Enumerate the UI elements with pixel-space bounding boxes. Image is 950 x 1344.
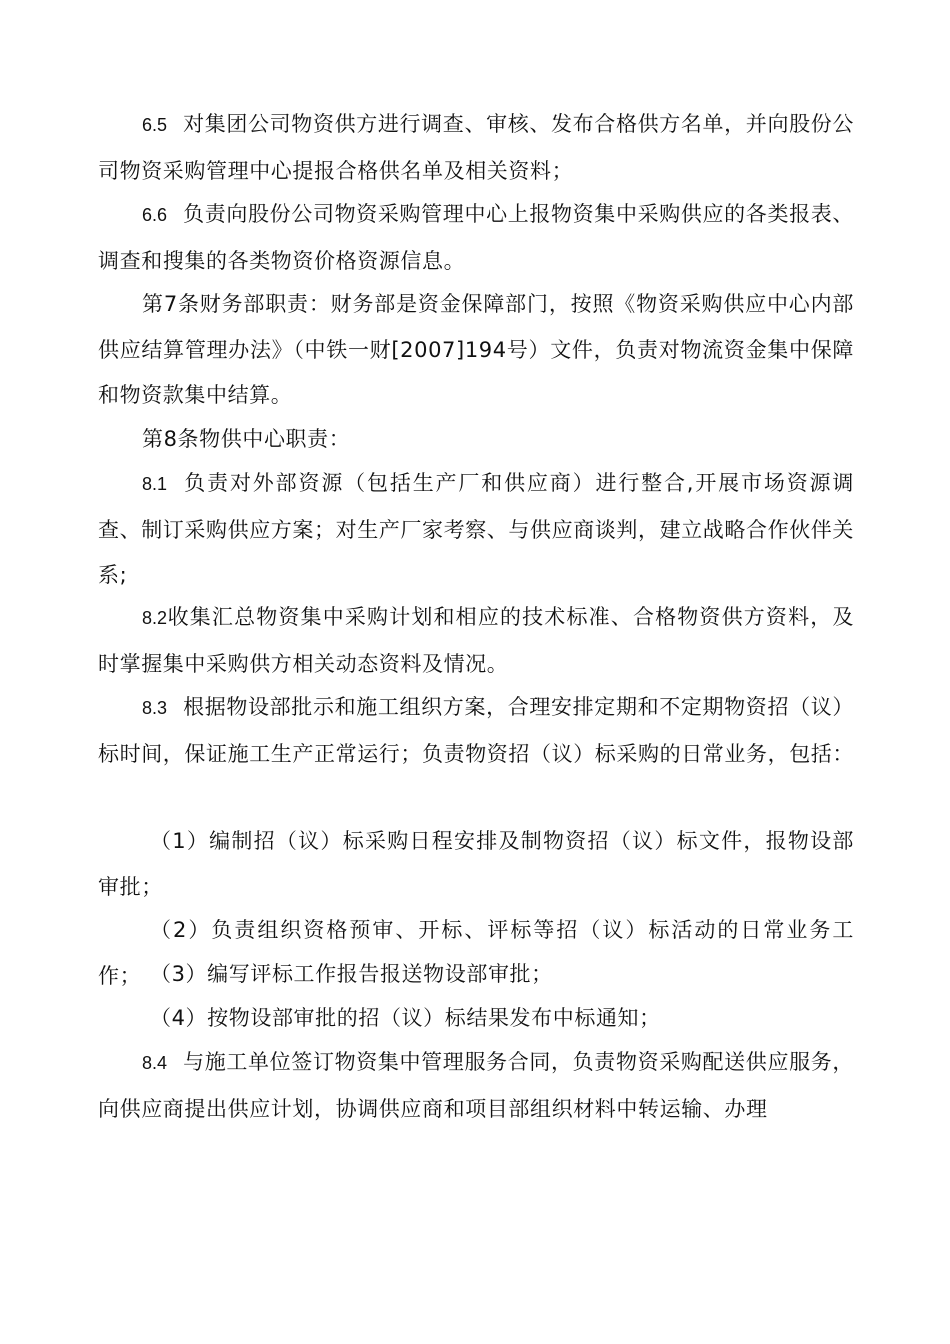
paragraph-text: 对集团公司物资供方进行调查、审核、发布合格供方名单，并向股份公司物资采购管理中心提报合格供名单及相关资料； bbox=[98, 112, 854, 183]
paragraph-text: 第8条物供中心职责： bbox=[142, 427, 351, 451]
paragraph-text: 与施工单位签订物资集中管理服务合同，负责物资采购配送供应服务，向供应商提出供应计划，协调供应商和项目部组织材料中转运输、办理 bbox=[98, 1050, 854, 1121]
paragraph-8-2 bbox=[98, 595, 854, 687]
clause-number: 8.2 bbox=[142, 608, 168, 628]
paragraph-8-3 bbox=[98, 685, 854, 777]
paragraph-text: 收集汇总物资集中采购计划和相应的技术标准、合格物资供方资料，及时掌握集中采购供方相关动态资料及情况。 bbox=[98, 605, 854, 676]
paragraph-text: （3）编写评标工作报告报送物设部审批； bbox=[150, 962, 553, 986]
clause-number: 6.6 bbox=[142, 205, 168, 225]
paragraph-8-1 bbox=[98, 461, 854, 599]
paragraph-6-6 bbox=[98, 192, 854, 284]
paragraph-text: （2）负责组织资格预审、开标、评标等招（议）标活动的日常业务工作； bbox=[98, 918, 854, 988]
paragraph-6-5 bbox=[98, 102, 854, 194]
paragraph-item-4 bbox=[98, 996, 854, 1042]
paragraph-text: 根据物设部批示和施工组织方案，合理安排定期和不定期物资招（议）标时间，保证施工生产正常运行；负责物资招（议）标采购的日常业务，包括： bbox=[98, 695, 854, 766]
paragraph-text: （4）按物设部审批的招（议）标结果发布中标通知； bbox=[150, 1006, 661, 1030]
paragraph-item-3 bbox=[98, 952, 854, 998]
paragraph-text: 第7条财务部职责：财务部是资金保障部门，按照《物资采购供应中心内部供应结算管理办法》（中铁一财[2007]194号）文件，负责对物流资金集中保障和物资款集中结算。 bbox=[98, 292, 854, 407]
paragraph-article-7 bbox=[98, 282, 854, 419]
paragraph-text: 负责对外部资源（包括生产厂和供应商）进行整合,开展市场资源调查、制订采购供应方案；对生产厂家考察、与供应商谈判，建立战略合作伙伴关系; bbox=[98, 471, 854, 587]
clause-number: 8.1 bbox=[142, 474, 168, 494]
clause-number: 8.3 bbox=[142, 698, 168, 718]
clause-number: 6.5 bbox=[142, 115, 168, 135]
paragraph-8-4 bbox=[98, 1040, 854, 1132]
clause-number: 8.4 bbox=[142, 1053, 168, 1073]
paragraph-text: 负责向股份公司物资采购管理中心上报物资集中采购供应的各类报表、调查和搜集的各类物资价格资源信息。 bbox=[98, 202, 854, 273]
paragraph-text: （1）编制招（议）标采购日程安排及制物资招（议）标文件，报物设部审批； bbox=[98, 829, 854, 899]
paragraph-item-1 bbox=[98, 819, 854, 910]
paragraph-article-8 bbox=[98, 417, 854, 463]
